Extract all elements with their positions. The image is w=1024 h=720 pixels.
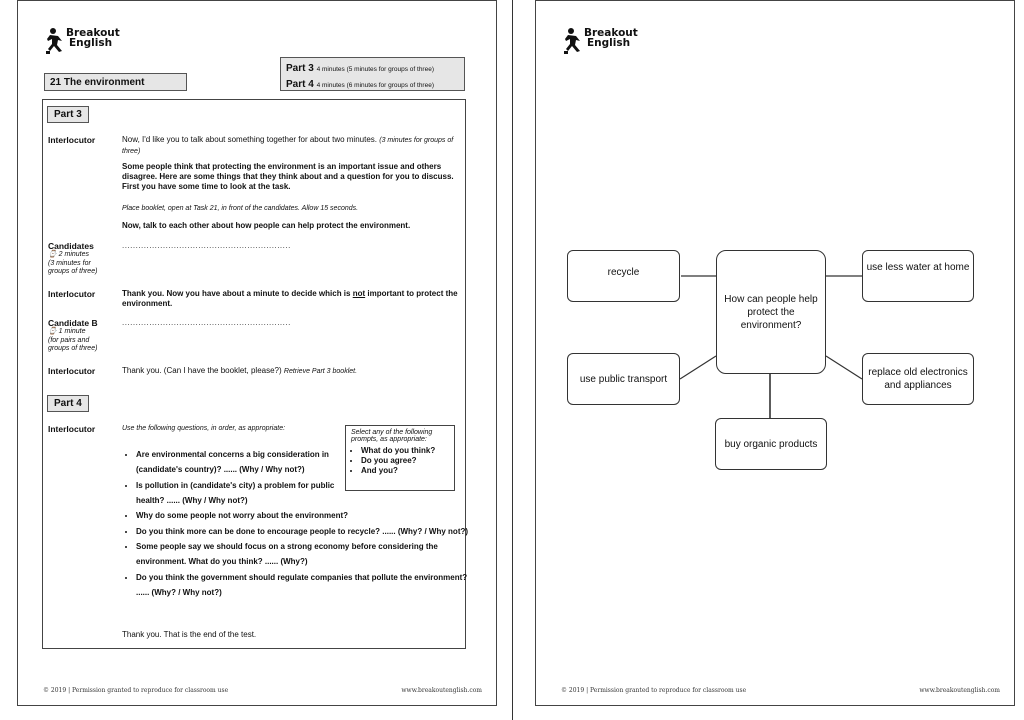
part3-label: Part 3 [47,106,89,123]
parts-timing-box [280,57,465,91]
candidate-b-dots: .............................................................. [122,318,291,327]
question-item: • Do you think the government should regulate companies that pollute the environment? ...... (Why? / Why not?) [136,570,476,600]
candidates-note: (3 minutes for groups of three) [48,260,98,275]
page-title: 21 The environment [44,73,187,91]
interlocutor-label: Interlocutor [48,424,96,434]
runner-icon [46,27,68,55]
page-divider [512,0,513,720]
candidates-dots: .............................................................. [122,241,291,250]
footer-permission: © 2019 | Permission granted to reproduce for classroom use [561,687,747,694]
interlocutor-label: Interlocutor [48,135,96,145]
mind-map-node-transport: use public transport [567,353,680,405]
left-page [17,0,497,706]
clock-icon: ⌚ [48,251,57,258]
part4-instruction: Use the following questions, in order, as appropriate: [122,425,286,432]
question-item: • Do you think more can be done to encourage people to recycle? ...... (Why? / Why not?) [136,524,476,539]
question-item: • Some people say we should focus on a strong economy before considering the environment. What do you think? ...... (Why?) [136,539,476,569]
prompt-item: • Do you agree? [361,456,449,466]
brand-name: Breakout English [66,27,120,49]
mind-map-node-electronics: replace old electronics and appliances [862,353,974,405]
question-item: • Are environmental concerns a big consideration in (candidate's country)? ...... (Why / Why not?) [136,447,336,477]
part3-decide: Thank you. Now you have about a minute to decide which is not important to protect the environment. [122,289,458,308]
prompt-box-title: Select any of the following prompts, as appropriate: [351,429,433,443]
part3-thanks: Thank you. (Can I have the booklet, please?) Retrieve Part 3 booklet. [122,366,358,375]
question-item: • Why do some people not worry about the environment? [136,508,476,523]
part3-talk-prompt: Now, talk to each other about how people can help protect the environment. [122,221,411,230]
clock-icon: ⌚ [48,328,57,335]
interlocutor-label: Interlocutor [48,289,96,299]
footer-permission: © 2019 | Permission granted to reproduce for classroom use [43,687,229,694]
interlocutor-label: Interlocutor [48,366,96,376]
right-page [535,0,1015,706]
candidate-b-time: ⌚ 1 minute [48,328,86,335]
candidates-label: Candidates [48,241,94,251]
mind-map-center: How can people help protect the environment? [716,250,826,374]
part3-timing: Part 3 4 minutes (5 minutes for groups of three) [286,63,434,74]
question-list [122,447,476,600]
part3-instruction: Place booklet, open at Task 21, in front of the candidates. Allow 15 seconds. [122,205,359,212]
footer-website[interactable]: www.breakoutenglish.com [401,687,482,694]
candidates-time: ⌚ 2 minutes [48,251,90,258]
brand-name: Breakout English [584,27,638,49]
question-item: • Is pollution in (candidate's city) a problem for public health? ...... (Why / Why not?) [136,478,336,508]
part3-explanation: Some people think that protecting the environment is an important issue and others disagree. Here are some things that they think about and a question for you to discuss. First you have some time to look at the task. [122,162,454,191]
brand-logo [46,27,126,57]
prompt-item: • What do you think? [361,446,449,456]
candidate-b-note: (for pairs and groups of three) [48,337,98,352]
footer-website[interactable]: www.breakoutenglish.com [919,687,1000,694]
candidate-b-label: Candidate B [48,318,98,328]
part3-intro: Now, I'd like you to talk about something together for about two minutes. (3 minutes for groups of three) [122,135,454,155]
prompt-item: • And you? [361,466,449,476]
mind-map-node-recycle: recycle [567,250,680,302]
mind-map-node-organic: buy organic products [715,418,827,470]
part4-label: Part 4 [47,395,89,412]
mind-map-node-water: use less water at home [862,250,974,302]
part4-timing: Part 4 4 minutes (6 minutes for groups of three) [286,79,434,90]
part4-closing: Thank you. That is the end of the test. [122,630,257,639]
